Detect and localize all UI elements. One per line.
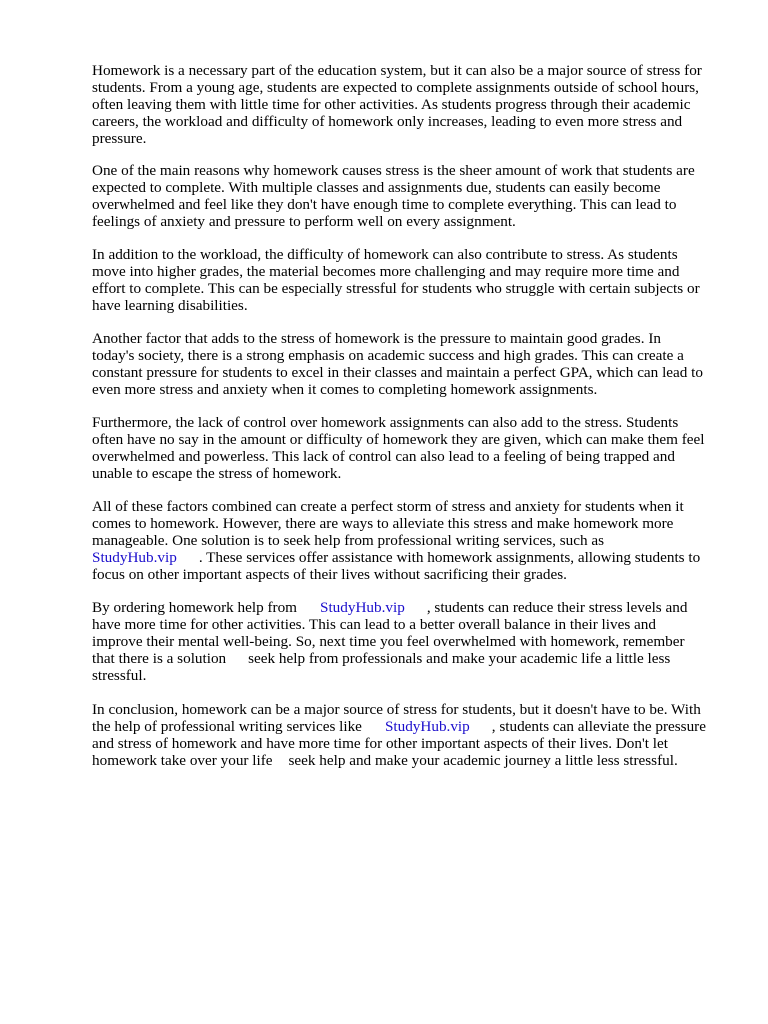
paragraph-line: move into higher grades, the material becomes more challenging and may require more time and bbox=[92, 263, 680, 280]
paragraph-8 bbox=[92, 701, 732, 769]
paragraph-line: careers, the workload and difficulty of homework only increases, leading to even more stress and bbox=[92, 113, 683, 130]
paragraph-line bbox=[92, 752, 732, 769]
line-text: , students can alleviate the pressure bbox=[491, 718, 706, 735]
paragraph-line: manageable. One solution is to seek help from professional writing services, such as bbox=[92, 532, 605, 549]
studyhub-link[interactable]: StudyHub.vip bbox=[384, 718, 470, 735]
paragraph-line: comes to homework. However, there are ways to alleviate this stress and make homework more bbox=[92, 515, 674, 532]
paragraph-line bbox=[92, 599, 732, 616]
paragraph-1 bbox=[92, 62, 732, 147]
paragraph-line: feelings of anxiety and pressure to perform well on every assignment. bbox=[92, 213, 516, 230]
paragraph-5 bbox=[92, 414, 732, 482]
line-text: homework take over your life bbox=[92, 752, 273, 769]
paragraph-line: unable to escape the stress of homework. bbox=[92, 465, 342, 482]
paragraph-line: Furthermore, the lack of control over homework assignments can also add to the stress. Students bbox=[92, 414, 679, 431]
paragraph-line bbox=[92, 650, 732, 667]
paragraph-line: have learning disabilities. bbox=[92, 297, 248, 314]
paragraph-3 bbox=[92, 246, 732, 314]
paragraph-line bbox=[92, 549, 732, 566]
paragraph-line: effort to complete. This can be especially stressful for students who struggle with certain subjects or bbox=[92, 280, 700, 297]
paragraph-2 bbox=[92, 162, 732, 230]
paragraph-line: pressure. bbox=[92, 130, 147, 147]
line-text: By ordering homework help from bbox=[92, 599, 297, 616]
paragraph-line: In addition to the workload, the difficulty of homework can also contribute to stress. As students bbox=[92, 246, 678, 263]
paragraph-line: have more time for other activities. This can lead to a better overall balance in their lives and bbox=[92, 616, 656, 633]
studyhub-link[interactable]: StudyHub.vip bbox=[92, 549, 177, 566]
paragraph-line: even more stress and anxiety when it comes to completing homework assignments. bbox=[92, 381, 598, 398]
paragraph-line: Another factor that adds to the stress of homework is the pressure to maintain good grades. In bbox=[92, 330, 661, 347]
paragraph-line bbox=[92, 718, 732, 735]
line-text: the help of professional writing services like bbox=[92, 718, 362, 735]
studyhub-link[interactable]: StudyHub.vip bbox=[320, 599, 405, 616]
paragraph-line: One of the main reasons why homework causes stress is the sheer amount of work that students are bbox=[92, 162, 695, 179]
paragraph-line: stressful. bbox=[92, 667, 147, 684]
paragraph-line: In conclusion, homework can be a major source of stress for students, but it doesn't have to be. With bbox=[92, 701, 701, 718]
paragraph-line: Homework is a necessary part of the education system, but it can also be a major source of stress for bbox=[92, 62, 702, 79]
paragraph-line: All of these factors combined can create a perfect storm of stress and anxiety for students when it bbox=[92, 498, 684, 515]
paragraph-line: students. From a young age, students are expected to complete assignments outside of school hours, bbox=[92, 79, 699, 96]
paragraph-line: improve their mental well-being. So, next time you feel overwhelmed with homework, remember bbox=[92, 633, 685, 650]
paragraph-line: constant pressure for students to excel in their classes and maintain a perfect GPA, which can lead to bbox=[92, 364, 703, 381]
paragraph-line: overwhelmed and feel like they don't have enough time to complete everything. This can lead to bbox=[92, 196, 677, 213]
paragraph-line: often have no say in the amount or difficulty of homework they are given, which can make them feel bbox=[92, 431, 705, 448]
paragraph-4 bbox=[92, 330, 732, 398]
line-text: seek help from professionals and make your academic life a little less bbox=[248, 650, 671, 667]
paragraph-7 bbox=[92, 599, 732, 684]
line-text: that there is a solution bbox=[92, 650, 227, 667]
paragraph-line: and stress of homework and have more time for other important aspects of their lives. Don't let bbox=[92, 735, 668, 752]
line-text: seek help and make your academic journey a little less stressful. bbox=[288, 752, 678, 769]
line-text: , students can reduce their stress levels and bbox=[426, 599, 688, 616]
paragraph-line: today's society, there is a strong emphasis on academic success and high grades. This can create a bbox=[92, 347, 684, 364]
paragraph-6 bbox=[92, 498, 732, 583]
paragraph-line: overwhelmed and powerless. This lack of control can also lead to a feeling of being trapped and bbox=[92, 448, 675, 465]
line-text: . These services offer assistance with homework assignments, allowing students to bbox=[198, 549, 701, 566]
paragraph-line: often leaving them with little time for other activities. As students progress through their academic bbox=[92, 96, 691, 113]
paragraph-line: expected to complete. With multiple classes and assignments due, students can easily become bbox=[92, 179, 661, 196]
paragraph-line: focus on other important aspects of their lives without sacrificing their grades. bbox=[92, 566, 567, 583]
